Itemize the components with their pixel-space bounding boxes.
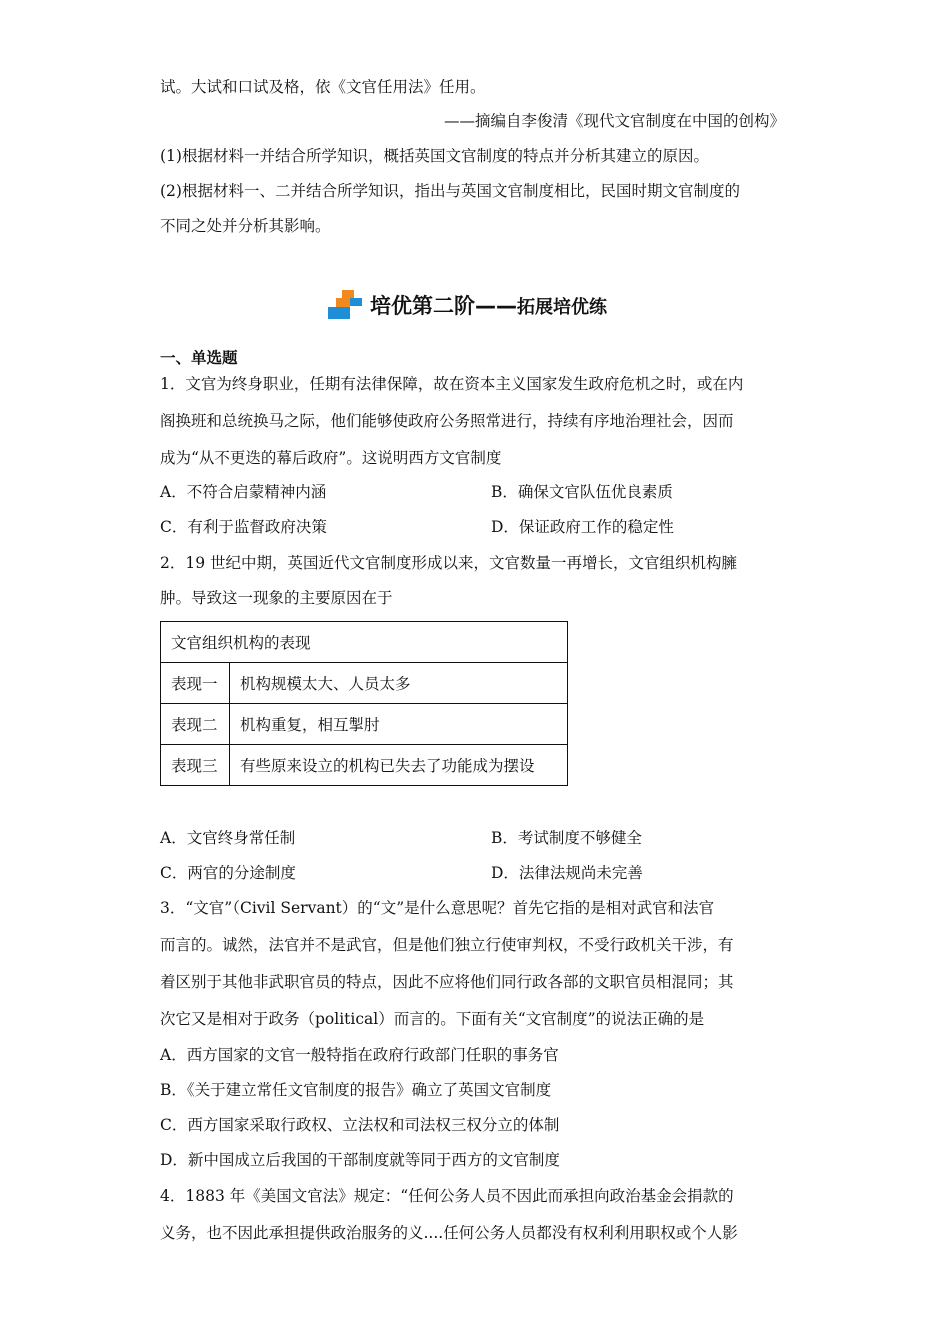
q2-option-a: A．文官终身常任制	[160, 829, 296, 847]
banner-title	[370, 290, 607, 320]
table-row	[161, 704, 568, 745]
q4-line: 义务，也不因此承担提供政治服务的义....任何公务人员都没有权利利用职权或个人影	[160, 1224, 738, 1242]
q3-option-b: B．《关于建立常任文官制度的报告》确立了英国文官制度	[160, 1081, 552, 1099]
banner-title-main: 培优第二阶	[370, 294, 475, 318]
banner-title-dash: ——	[475, 294, 517, 318]
table-cell-label: 表现三	[161, 745, 230, 786]
q4-line: 4．1883 年《美国文官法》规定：“任何公务人员不因此而承担向政治基金会捐款的	[160, 1187, 734, 1205]
q3-option-d: D．新中国成立后我国的干部制度就等同于西方的文官制度	[160, 1151, 560, 1169]
table-cell-text: 机构重复，相互掣肘	[230, 704, 568, 745]
table-cell-label: 表现一	[161, 663, 230, 704]
q3-option-a: A．西方国家的文官一般特指在政府行政部门任职的事务官	[160, 1046, 559, 1064]
q1-option-c: C．有利于监督政府决策	[160, 518, 327, 536]
question-prompt-2: (2)根据材料一、二并结合所学知识，指出与英国文官制度相比，民国时期文官制度的	[160, 182, 740, 200]
q3-line: 3．“文官”（Civil Servant）的“文”是什么意思呢？首先它指的是相对武官和法官	[160, 899, 715, 917]
q2-line: 肿。导致这一现象的主要原因在于	[160, 589, 393, 607]
banner-title-sub: 拓展培优练	[517, 297, 607, 318]
q3-line: 次它又是相对于政务（political）而言的。下面有关“文官制度”的说法正确的是	[160, 1010, 705, 1028]
section-heading: 一、单选题	[160, 349, 238, 367]
material-line: 试。大试和口试及格，依《文官任用法》任用。	[160, 78, 486, 96]
q2-option-b: B．考试制度不够健全	[491, 829, 642, 847]
question-prompt-2-cont: 不同之处并分析其影响。	[160, 217, 331, 235]
question-prompt-1: (1)根据材料一并结合所学知识，概括英国文官制度的特点并分析其建立的原因。	[160, 147, 709, 165]
table-row	[161, 622, 568, 663]
q2-line: 2．19 世纪中期，英国近代文官制度形成以来，文官数量一再增长，文官组织机构臃	[160, 554, 738, 572]
q1-line: 成为“从不更迭的幕后政府”。这说明西方文官制度	[160, 449, 502, 467]
table-header-cell: 文官组织机构的表现	[161, 622, 568, 663]
q2-option-c: C．两官的分途制度	[160, 864, 296, 882]
table-cell-text: 机构规模太大、人员太多	[230, 663, 568, 704]
q1-option-b: B．确保文官队伍优良素质	[491, 483, 673, 501]
q1-line: 1．文官为终身职业，任期有法律保障，故在资本主义国家发生政府危机之时，或在内	[160, 375, 744, 393]
q1-option-a: A．不符合启蒙精神内涵	[160, 483, 327, 501]
q2-option-d: D．法律法规尚未完善	[491, 864, 643, 882]
q3-line: 着区别于其他非武职官员的特点，因此不应将他们同行政各部的文职官员相混同；其	[160, 973, 734, 991]
table-row	[161, 663, 568, 704]
material-source: ——摘编自李俊清《现代文官制度在中国的创构》	[443, 112, 785, 130]
q3-line: 而言的。诚然，法官并不是武官，但是他们独立行使审判权，不受行政机关干涉，有	[160, 936, 734, 954]
table-cell-text: 有些原来设立的机构已失去了功能成为摆设	[230, 745, 568, 786]
q1-option-d: D．保证政府工作的稳定性	[491, 518, 674, 536]
table-cell-label: 表现二	[161, 704, 230, 745]
q1-line: 阁换班和总统换马之际，他们能够使政府公务照常进行，持续有序地治理社会，因而	[160, 412, 734, 430]
q2-table	[160, 621, 568, 786]
section-banner	[328, 288, 607, 322]
q3-option-c: C．西方国家采取行政权、立法权和司法权三权分立的体制	[160, 1116, 560, 1134]
table-row	[161, 745, 568, 786]
banner-logo-icon	[328, 290, 362, 320]
